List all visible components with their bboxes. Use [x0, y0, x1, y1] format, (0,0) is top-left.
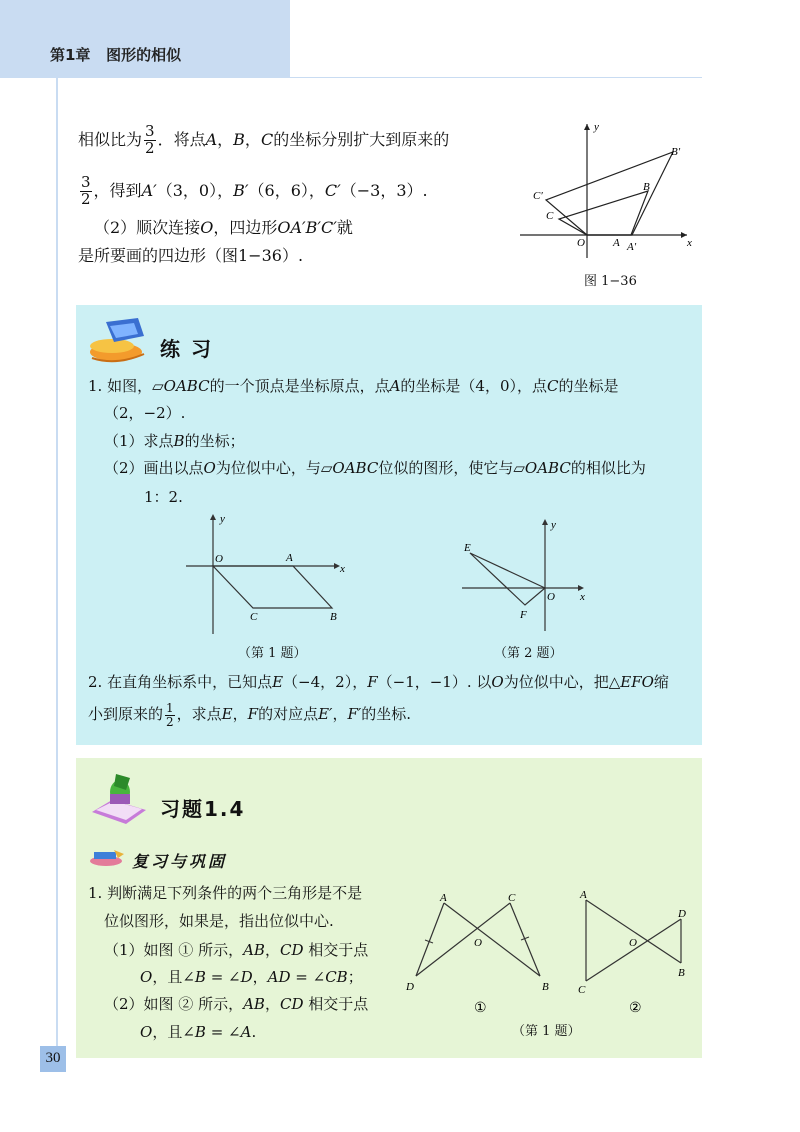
fraction-one-half: $\frac{1}{2}$ — [166, 701, 174, 729]
svg-text:D: D — [406, 981, 414, 993]
exercise-sub-1-line-2: O，且∠B = ∠D，AD = ∠CB； — [140, 968, 363, 986]
fraction-three-halves-2: $\frac{3}{2}$ — [81, 173, 91, 208]
figure-1-36-caption: 图 1−36 — [584, 274, 637, 289]
svg-text:C: C — [578, 984, 586, 996]
header-rule — [290, 77, 702, 78]
practice-q2-line-1: 2. 在直角坐标系中，已知点E（−4，2），F（−1，−1）. 以O为位似中心，把△EFO缩 — [88, 673, 669, 691]
label-x: x — [687, 237, 692, 249]
text-line-2: $\frac{3}{2}$ ，得到A′（3，0），B′（6，6），C′（−3，3）. — [81, 173, 428, 208]
header-band — [0, 0, 290, 78]
label-O: O — [577, 237, 585, 249]
practice-q1-line-2: （2，−2）. — [104, 404, 186, 422]
svg-text:O: O — [629, 937, 637, 949]
exercise-sub-2-line-2: O，且∠B = ∠A. — [140, 1023, 257, 1041]
review-icon — [88, 846, 128, 868]
figure-1-36 — [515, 118, 695, 268]
parallelogram-symbol: ▱ — [152, 377, 164, 395]
practice-q2-line-2: 小到原来的 $\frac{1}{2}$ ，求点E，F的对应点E′，F′的坐标. — [88, 701, 412, 729]
exercise-sub-2-line-1: （2）如图 ② 所示，AB，CD 相交于点 — [104, 995, 369, 1013]
practice-figure-1-caption: （第 1 题） — [238, 646, 307, 661]
svg-text:B: B — [678, 967, 685, 979]
svg-text:A: A — [440, 892, 447, 904]
svg-text:C: C — [250, 611, 258, 623]
label-y: y — [594, 121, 599, 133]
page-number: 30 — [45, 1050, 61, 1066]
svg-text:A: A — [580, 889, 587, 901]
practice-q1-sub-1: （1）求点B的坐标； — [104, 432, 245, 450]
svg-text:O: O — [547, 591, 555, 603]
practice-figure-2-caption: （第 2 题） — [494, 646, 563, 661]
practice-title: 练 习 — [160, 337, 213, 361]
svg-text:C: C — [508, 892, 516, 904]
label-A: A — [613, 237, 620, 249]
svg-text:E: E — [464, 542, 471, 554]
parallelogram-OABC — [213, 566, 332, 608]
svg-text:x: x — [340, 563, 345, 575]
chapter-heading — [50, 44, 181, 65]
text-line-4: 是所要画的四边形（图1−36）. — [78, 246, 304, 265]
svg-text:①: ① — [474, 1001, 487, 1016]
label-Cp: C′ — [533, 190, 543, 202]
practice-q1-sub-2: （2）画出以点O为位似中心，与▱OABC位似的图形，使它与▱OABC的相似比为 — [104, 459, 646, 477]
practice-q1-line-1: 1. 如图，▱OABC的一个顶点是坐标原点，点A的坐标是（4，0），点C的坐标是 — [88, 377, 619, 395]
exercise-figure-caption: （第 1 题） — [512, 1024, 581, 1039]
label-C: C — [546, 210, 554, 222]
svg-text:y: y — [220, 513, 225, 525]
practice-figure-2 — [458, 515, 598, 635]
triangle-EFO — [470, 553, 545, 605]
svg-text:y: y — [551, 519, 556, 531]
fraction-three-halves: $\frac{3}{2}$ — [145, 122, 155, 157]
exercise-q1-line-1: 1. 判断满足下列条件的两个三角形是不是 — [88, 884, 363, 902]
svg-text:A: A — [286, 552, 293, 564]
label-B: B — [643, 181, 650, 193]
label-Ap: A′ — [627, 241, 637, 253]
y-axis-arrow — [584, 124, 590, 130]
svg-text:D: D — [678, 908, 686, 920]
exercise-figure-2 — [572, 888, 702, 1020]
svg-text:②: ② — [629, 1001, 642, 1016]
exercise-sub-1-line-1: （1）如图 ① 所示，AB，CD 相交于点 — [104, 941, 369, 959]
svg-text:x: x — [580, 591, 585, 603]
svg-text:O: O — [474, 937, 482, 949]
exercise-q1-line-2: 位似图形，如果是，指出位似中心. — [104, 912, 334, 930]
left-margin-bar — [56, 78, 58, 1046]
exercise-title: 习题1.4 — [160, 797, 246, 821]
text-line-3: （2）顺次连接O，四边形OA′B′C′就 — [94, 218, 353, 237]
practice-figure-1 — [180, 510, 355, 638]
practice-icon — [86, 316, 152, 366]
svg-text:F: F — [520, 609, 527, 621]
label-Bp: B′ — [671, 146, 681, 158]
exercise-figure-1 — [400, 890, 560, 1020]
svg-text:O: O — [215, 553, 223, 565]
exercise-icon — [86, 770, 152, 830]
chapter-title: 图形的相似 — [106, 46, 182, 64]
exercise-subtitle: 复习与巩固 — [132, 852, 228, 871]
svg-text:B: B — [330, 611, 337, 623]
chapter-number: 第1章 — [50, 46, 91, 64]
text-line-1: 相似比为 $\frac{3}{2}$ ．将点A，B，C的坐标分别扩大到原来的 — [78, 122, 450, 157]
svg-text:B: B — [542, 981, 549, 993]
practice-q1-ratio: 1：2. — [144, 488, 183, 506]
